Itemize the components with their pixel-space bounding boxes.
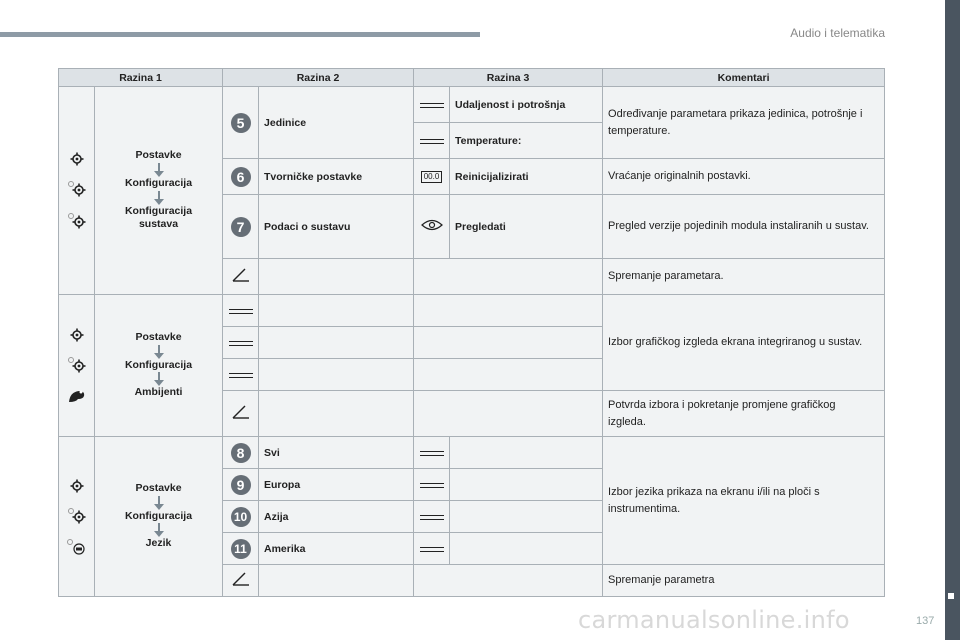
path-step: Ambijenti bbox=[134, 386, 183, 399]
path-step: Postavke bbox=[135, 149, 182, 162]
gear-icon bbox=[70, 328, 84, 342]
table-row bbox=[59, 87, 885, 123]
header-level2: Razina 2 bbox=[223, 69, 414, 87]
dash-icon bbox=[420, 103, 444, 108]
level2-label: Tvorničke postavke bbox=[259, 159, 414, 195]
edge-marker bbox=[948, 593, 954, 599]
number-badge: 5 bbox=[231, 113, 251, 133]
gear-system-icon bbox=[66, 212, 88, 230]
gear-config-icon bbox=[66, 180, 88, 198]
dash-icon bbox=[420, 483, 444, 488]
group2-path bbox=[95, 295, 223, 437]
reset-value-icon: 00.0 bbox=[421, 171, 443, 183]
level2-label: Amerika bbox=[259, 533, 414, 565]
back-arrow-icon bbox=[231, 267, 251, 283]
number-badge: 10 bbox=[231, 507, 251, 527]
header-level1: Razina 1 bbox=[59, 69, 223, 87]
level2-label: Europa bbox=[259, 469, 414, 501]
path-step: Jezik bbox=[145, 537, 172, 550]
number-badge: 7 bbox=[231, 217, 251, 237]
page-number: 137 bbox=[916, 615, 935, 627]
level2-label: Jedinice bbox=[259, 87, 414, 159]
dash-icon bbox=[420, 139, 444, 144]
palette-icon bbox=[67, 388, 87, 404]
gear-icon bbox=[70, 152, 84, 166]
dash-icon bbox=[229, 341, 253, 346]
comment-cell: Vraćanje originalnih postavki. bbox=[603, 159, 885, 195]
arrow-down-icon bbox=[154, 345, 164, 359]
level3-label: Udaljenost i potrošnja bbox=[450, 87, 603, 123]
arrow-down-icon bbox=[154, 191, 164, 205]
arrow-down-icon bbox=[154, 496, 164, 510]
back-arrow-icon bbox=[231, 404, 251, 420]
level3-label: Temperature: bbox=[450, 123, 603, 159]
arrow-down-icon bbox=[154, 163, 164, 177]
gear-icon bbox=[70, 479, 84, 493]
group3-icons bbox=[59, 437, 95, 597]
top-divider-bar bbox=[0, 32, 480, 37]
dash-icon bbox=[420, 515, 444, 520]
comment-cell: Određivanje parametara prikaza jedinica, potrošnje i temperature. bbox=[603, 87, 885, 159]
comment-cell: Pregled verzije pojedinih modula instaliranih u sustav. bbox=[603, 195, 885, 259]
number-badge: 11 bbox=[231, 539, 251, 559]
comment-cell: Izbor jezika prikaza na ekranu i/ili na ploči s instrumentima. bbox=[603, 437, 885, 565]
arrow-down-icon bbox=[154, 372, 164, 386]
comment-cell: Spremanje parametra bbox=[603, 565, 885, 597]
level3-label: Reinicijalizirati bbox=[450, 159, 603, 195]
level2-label: Podaci o sustavu bbox=[259, 195, 414, 259]
back-arrow-icon bbox=[231, 571, 251, 587]
comment-cell: Spremanje parametara. bbox=[603, 259, 885, 295]
arrow-down-icon bbox=[154, 523, 164, 537]
level2-label: Svi bbox=[259, 437, 414, 469]
settings-table bbox=[58, 68, 885, 597]
page-edge-bar bbox=[945, 0, 960, 640]
path-step: Konfiguracija bbox=[124, 358, 193, 371]
dash-icon bbox=[229, 309, 253, 314]
path-step: Postavke bbox=[135, 482, 182, 495]
table-header-row bbox=[59, 69, 885, 87]
level3-label: Pregledati bbox=[450, 195, 603, 259]
section-title: Audio i telematika bbox=[790, 26, 885, 40]
table-row bbox=[59, 437, 885, 469]
comment-cell: Izbor grafičkog izgleda ekrana integriranog u sustav. bbox=[603, 295, 885, 391]
eye-icon bbox=[421, 219, 443, 231]
path-step: Konfiguracija bbox=[124, 509, 193, 522]
header-comments: Komentari bbox=[603, 69, 885, 87]
watermark: carmanualsonline.info bbox=[578, 606, 850, 634]
path-step: Konfiguracija bbox=[124, 176, 193, 189]
number-badge: 6 bbox=[231, 167, 251, 187]
path-step: Konfiguracija sustava bbox=[124, 204, 193, 231]
number-badge: 9 bbox=[231, 475, 251, 495]
group1-path bbox=[95, 87, 223, 295]
language-icon bbox=[66, 539, 88, 555]
group2-icons bbox=[59, 295, 95, 437]
dash-icon bbox=[420, 547, 444, 552]
header-level3: Razina 3 bbox=[414, 69, 603, 87]
level2-label: Azija bbox=[259, 501, 414, 533]
dash-icon bbox=[229, 373, 253, 378]
gear-config-icon bbox=[66, 356, 88, 374]
dash-icon bbox=[420, 451, 444, 456]
number-badge: 8 bbox=[231, 443, 251, 463]
group1-icons bbox=[59, 87, 95, 295]
group3-path bbox=[95, 437, 223, 597]
path-step: Postavke bbox=[135, 331, 182, 344]
gear-config-icon bbox=[66, 507, 88, 525]
comment-cell: Potvrda izbora i pokretanje promjene grafičkog izgleda. bbox=[603, 391, 885, 437]
table-row bbox=[59, 295, 885, 327]
